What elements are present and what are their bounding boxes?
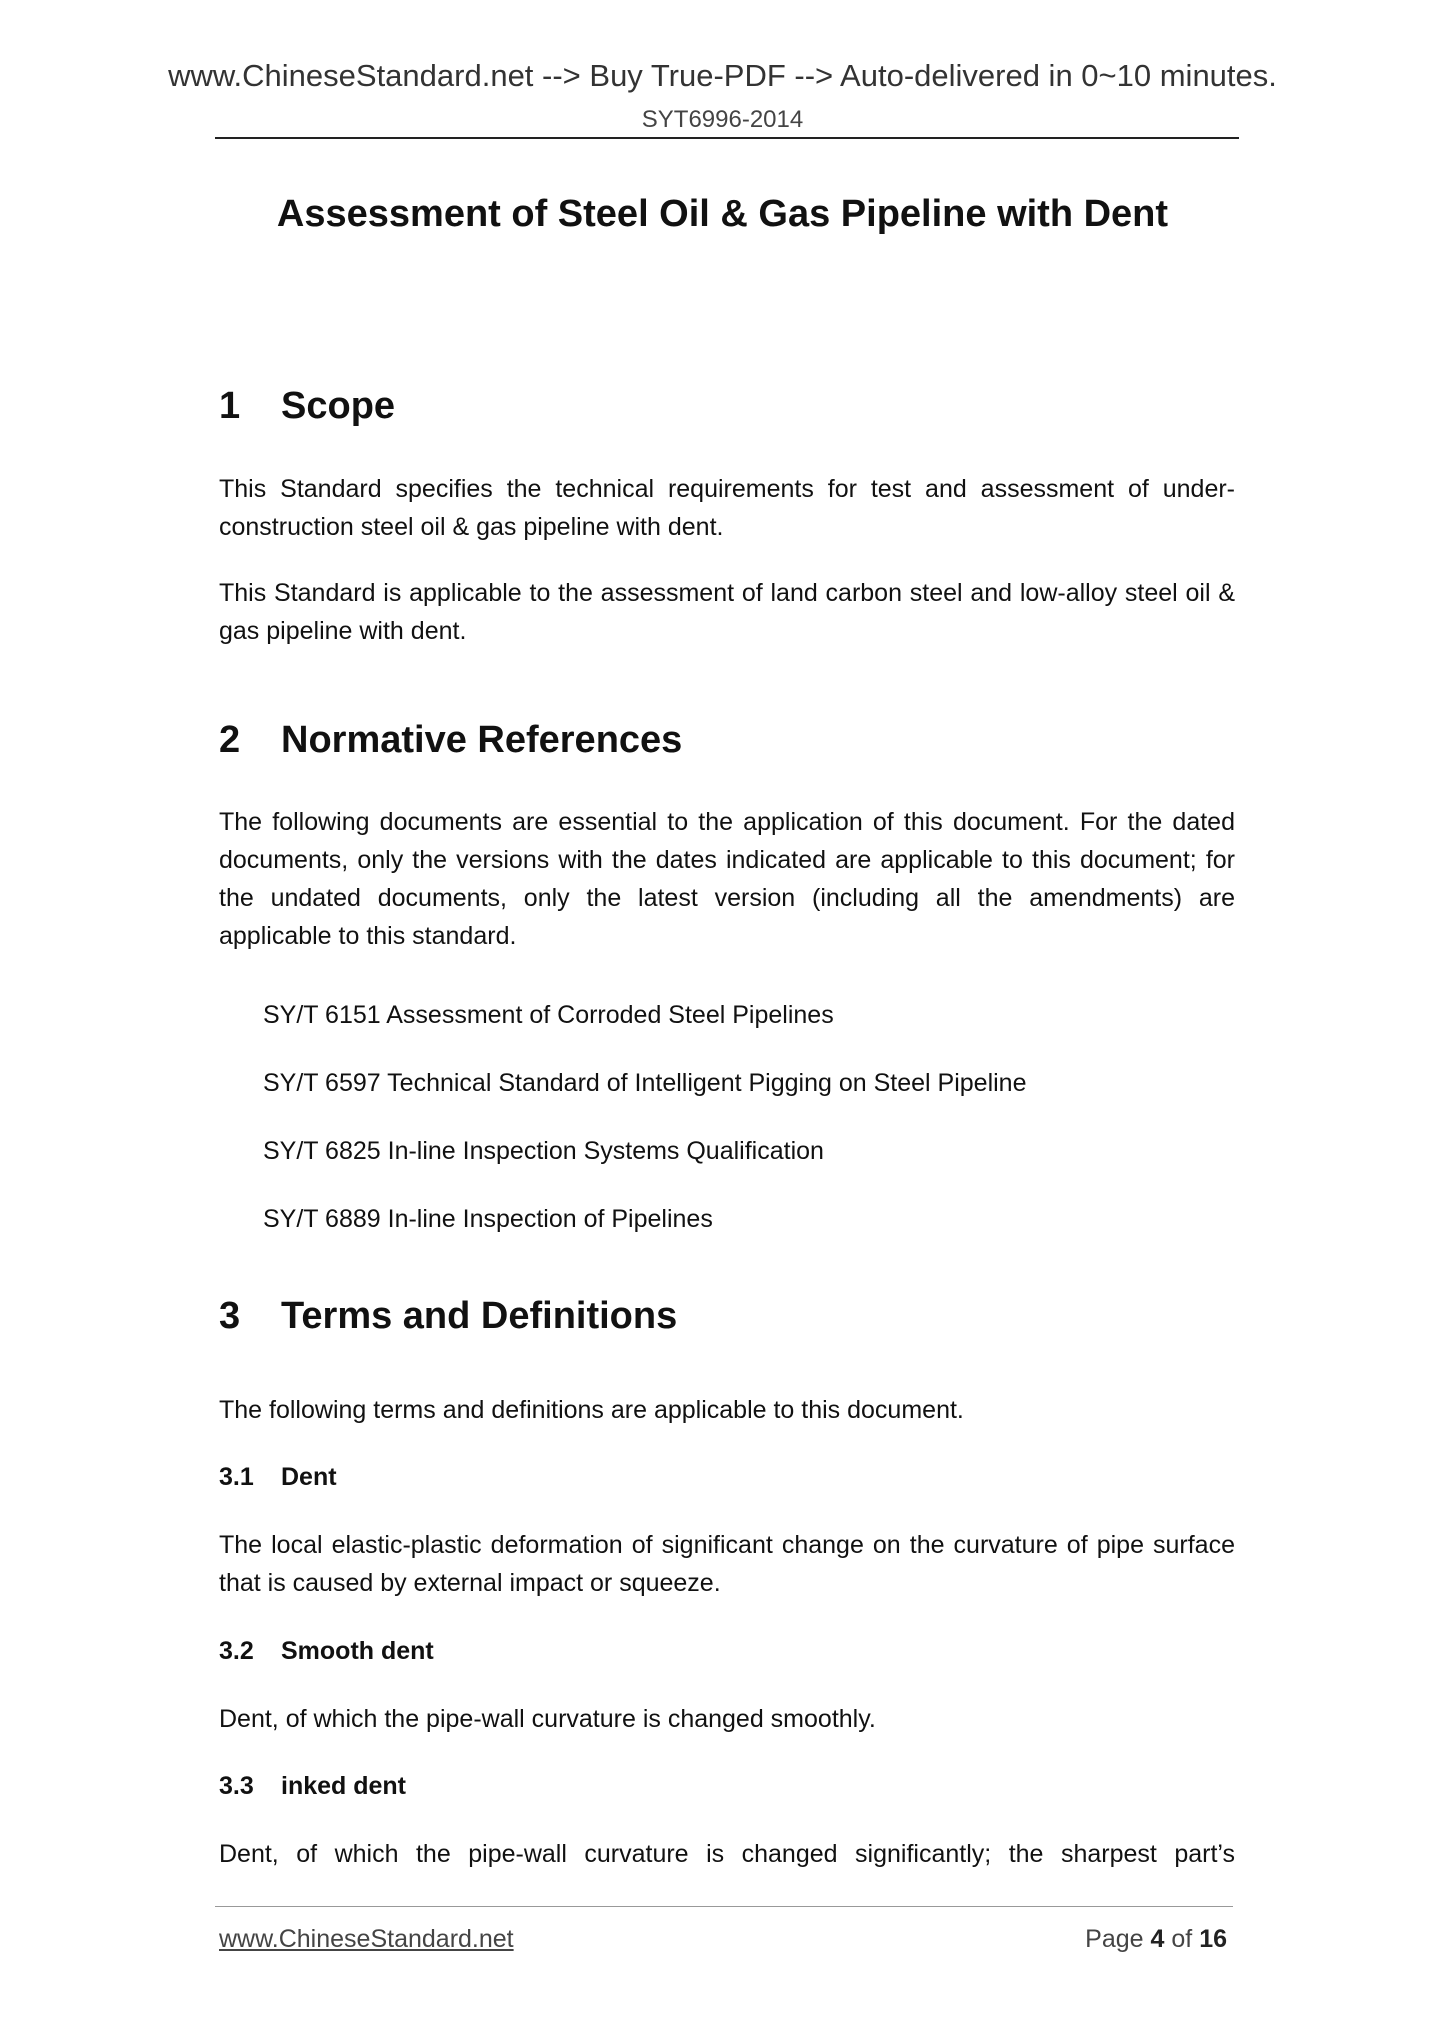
section-heading-scope	[219, 385, 395, 428]
footer-site-link[interactable]: www.ChineseStandard.net	[219, 1925, 514, 1953]
section-title: Scope	[281, 385, 396, 427]
section-title: Normative References	[281, 719, 683, 761]
term-heading	[219, 1637, 434, 1666]
term-definition: Dent, of which the pipe-wall curvature is changed significantly; the sharpest part’s	[219, 1840, 1235, 1868]
page-indicator	[1085, 1925, 1227, 1954]
page-total: 16	[1199, 1925, 1227, 1953]
term-name: Dent	[281, 1463, 337, 1491]
term-heading	[219, 1463, 337, 1492]
document-title: Assessment of Steel Oil & Gas Pipeline with Dent	[276, 193, 1169, 235]
scope-paragraph-1: This Standard specifies the technical requirements for test and assessment of under-construction steel oil & gas pipeline with dent.	[219, 475, 1235, 541]
term-heading	[219, 1772, 406, 1801]
reference-item: SY/T 6889 In-line Inspection of Pipelines	[263, 1205, 713, 1233]
standard-code: SYT6996-2014	[641, 106, 804, 133]
term-definition: The local elastic-plastic deformation of significant change on the curvature of pipe surface that is caused by external impact or squeeze.	[219, 1531, 1235, 1597]
section-number: 2	[219, 719, 241, 761]
page-current: 4	[1150, 1925, 1165, 1953]
normative-intro: The following documents are essential to the application of this document. For the dated documents, only the versions with the dates indicated are applicable to this document; for the undated documents, only the latest version (including all the amendments) are applicable to this standard.	[219, 808, 1235, 950]
page-of: of	[1171, 1925, 1193, 1953]
section-number: 1	[219, 385, 241, 427]
term-name: Smooth dent	[281, 1637, 434, 1665]
footer-divider	[215, 1906, 1233, 1907]
terms-intro: The following terms and definitions are applicable to this document.	[219, 1396, 964, 1424]
term-number: 3.1	[219, 1463, 254, 1491]
term-name: inked dent	[281, 1772, 407, 1800]
promo-banner[interactable]: www.ChineseStandard.net --> Buy True-PDF --> Auto-delivered in 0~10 minutes.	[168, 58, 1277, 93]
header-divider	[215, 137, 1239, 139]
section-title: Terms and Definitions	[281, 1295, 678, 1337]
section-heading-normative-references	[219, 719, 682, 762]
term-number: 3.2	[219, 1637, 254, 1665]
term-definition: Dent, of which the pipe-wall curvature is changed smoothly.	[219, 1705, 876, 1733]
reference-item: SY/T 6597 Technical Standard of Intelligent Pigging on Steel Pipeline	[263, 1069, 1027, 1097]
reference-item: SY/T 6825 In-line Inspection Systems Qualification	[263, 1137, 824, 1165]
page-prefix: Page	[1085, 1925, 1144, 1953]
section-heading-terms-and-definitions	[219, 1295, 677, 1338]
term-number: 3.3	[219, 1772, 254, 1800]
scope-paragraph-2: This Standard is applicable to the assessment of land carbon steel and low-alloy steel oil & gas pipeline with dent.	[219, 579, 1235, 645]
reference-item: SY/T 6151 Assessment of Corroded Steel Pipelines	[263, 1001, 834, 1029]
section-number: 3	[219, 1295, 241, 1337]
